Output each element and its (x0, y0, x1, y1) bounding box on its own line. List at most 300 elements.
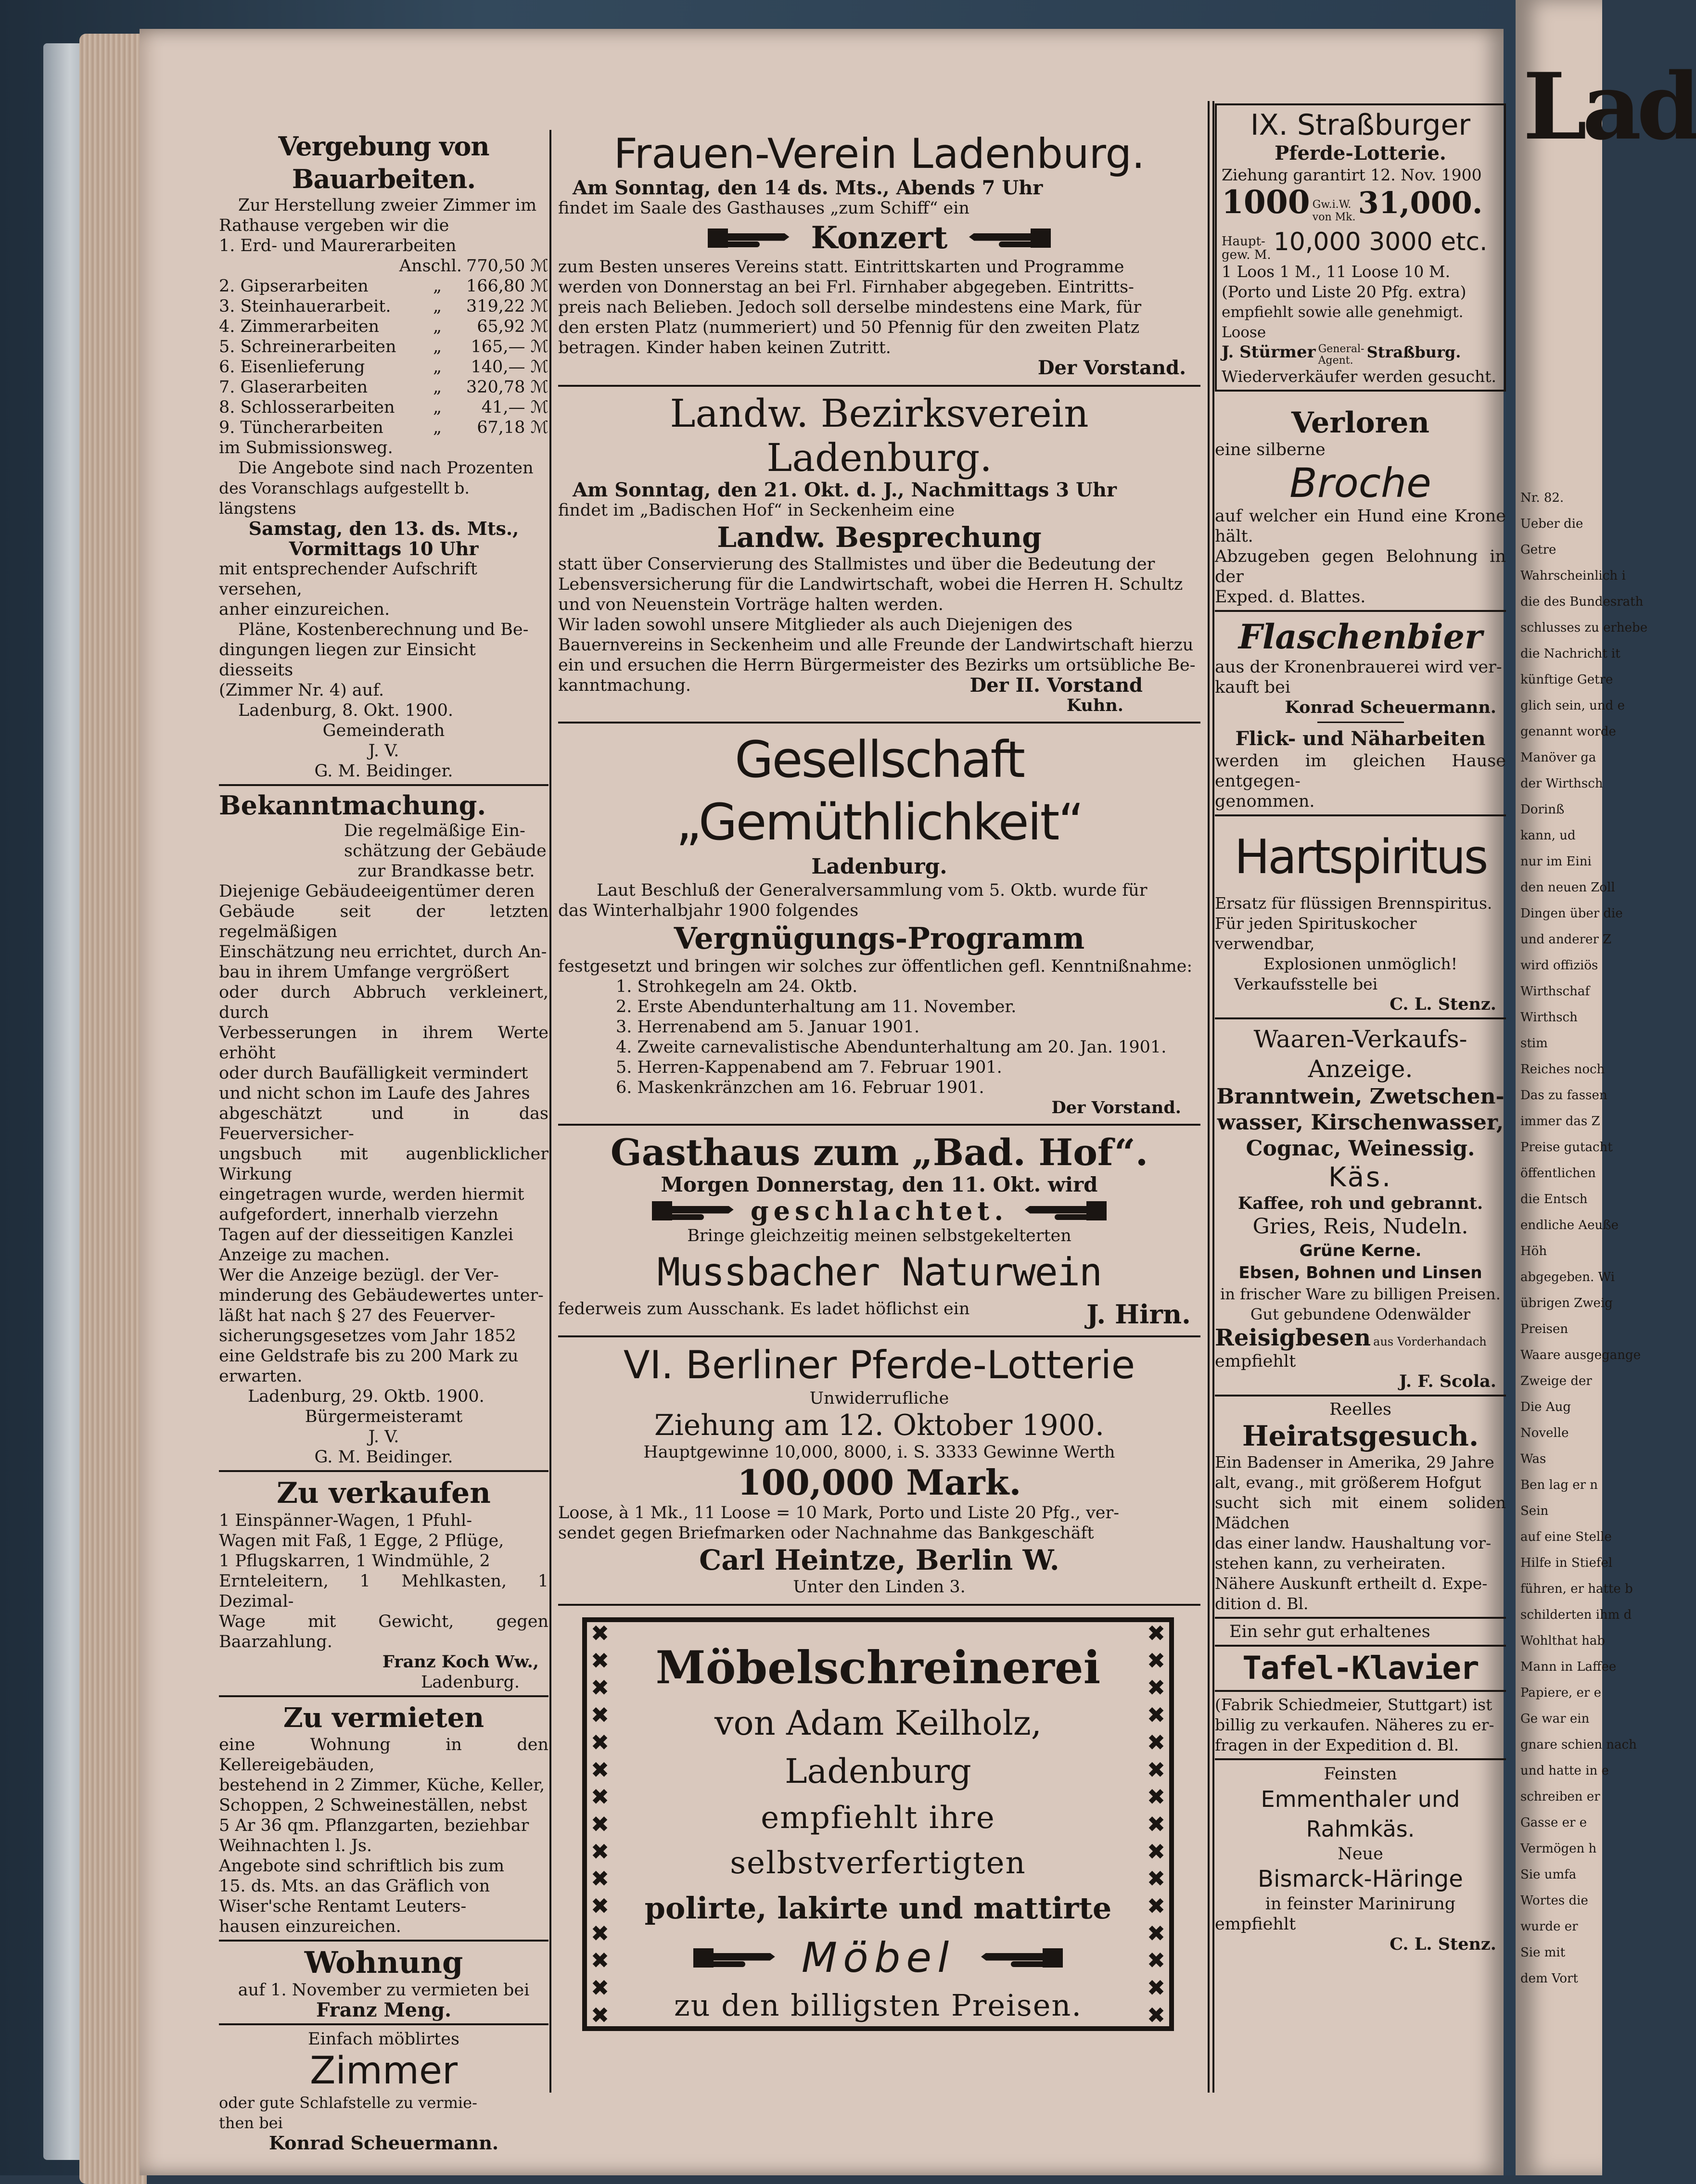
work-item (219, 317, 548, 337)
text-line: 5 Ar 36 qm. Pflanzgarten, beziehbar (219, 1816, 529, 1835)
cross-icon: ✖ (590, 1838, 610, 1865)
text-line: betragen. Kinder haben keinen Zutritt. (558, 338, 891, 357)
product-origin: aus Vorderhandach (1373, 1335, 1487, 1348)
ad-title: Flaschenbier (1238, 617, 1482, 657)
next-page-line: immer das Z (1520, 1114, 1600, 1129)
column-rule (1212, 101, 1214, 2093)
next-page-line: endliche Aeuße (1520, 1218, 1619, 1232)
ad-title: Zimmer (309, 2049, 458, 2093)
estimate-label: Anschl. (399, 256, 462, 276)
text-line: Laut Beschluß der Generalversammlung vom 5. Oktb. wurde für (597, 881, 1148, 900)
ad-landw-bezirksverein (558, 387, 1200, 724)
dateline: Ladenburg, 8. Okt. 1900. (238, 701, 454, 720)
next-page-line: Sie umfa (1520, 1867, 1577, 1882)
work-amount: 319,22 ℳ (466, 297, 548, 316)
ad-zu-vermieten (219, 1697, 548, 1942)
pre-title: Feinsten (1324, 1765, 1397, 1784)
ad-hartspiritus (1215, 816, 1506, 1019)
seller-address: Unter den Linden 3. (793, 1577, 966, 1597)
text-line: hausen einzureichen. (219, 1917, 401, 1936)
text-line: auf 1. November zu vermieten bei (238, 1981, 530, 2000)
cross-icon: ✖ (590, 2002, 610, 2028)
text-line: preis nach Belieben. Jedoch soll derselbe mindestens eine Mark, für (558, 298, 1142, 317)
text-line: bau in ihrem Umfange vergrößert (219, 963, 509, 982)
cross-icon: ✖ (1147, 1729, 1166, 1755)
text-line: 1 Pflugskarren, 1 Windmühle, 2 (219, 1551, 490, 1571)
next-page-line: schilderten ihm d (1520, 1608, 1632, 1622)
cross-icon: ✖ (1147, 1784, 1166, 1810)
text-line: Hauptgewinne 10,000, 8000, i. S. 3333 Gewinne Werth (643, 1443, 1115, 1462)
text-line: Verbesserungen in ihrem Werte erhöht (219, 1023, 548, 1063)
ad-title: Waaren-Verkaufs-Anzeige. (1253, 1025, 1467, 1083)
next-page-line: Wirthsch (1520, 1010, 1578, 1025)
signature: Der Vorstand. (1051, 1098, 1181, 1117)
ornamental-frame (582, 1617, 1174, 2031)
next-page-line: schlusses zu erhebe (1520, 621, 1648, 635)
cross-icon: ✖ (1147, 1838, 1166, 1865)
prize-line (1222, 228, 1499, 262)
prize-values: 10,000 3000 etc. (1273, 228, 1488, 256)
closing-line (558, 675, 1200, 696)
ad-title: Verloren (1291, 406, 1430, 440)
furniture-label: Möbel (801, 1933, 955, 1982)
text-line: minderung des Gebäudewertes unter- (219, 1286, 544, 1305)
next-page-line: Sein (1520, 1504, 1549, 1518)
next-page-line: gnare schien nach (1520, 1738, 1637, 1752)
text-line: empfiehlt (1215, 1915, 1296, 1934)
text-line: Rathause vergeben wir die (219, 216, 449, 235)
authority: Bürgermeisteramt (305, 1407, 463, 1426)
ad-feinsten-kaese (1215, 1760, 1506, 1955)
text-line: zu den billigsten Preisen. (674, 1988, 1083, 2023)
text-line: sendet gegen Briefmarken oder Nachnahme das Bankgeschäft (558, 1524, 1094, 1543)
next-page-line: Papiere, er e (1520, 1686, 1601, 1700)
next-page-line: und anderer Z (1520, 932, 1612, 947)
text-line: Ziehung garantirt 12. Nov. 1900 (1222, 165, 1482, 184)
work-label: 3. Steinhauerarbeit. (219, 297, 391, 316)
next-page-line: schreiben er (1520, 1790, 1600, 1804)
ad-title: Gesellschaft „Gemüthlichkeit“ (676, 730, 1083, 851)
work-amount-line (219, 256, 548, 276)
product-line: Gries, Reis, Nudeln. (1252, 1214, 1468, 1239)
text-line: mit entsprechender Aufschrift versehen, (219, 559, 477, 599)
column-left (219, 130, 548, 2153)
next-page-line: Zweige der (1520, 1374, 1592, 1388)
item-name: Broche (1289, 459, 1431, 507)
work-amount-wrap (433, 397, 548, 418)
text-line: das einer landw. Haushaltung vor- (1215, 1534, 1492, 1552)
ad-title: Bekanntmachung. (219, 790, 486, 821)
product-line: Cognac, Weinessig. (1246, 1136, 1475, 1161)
ad-gasthaus-bad-hof (558, 1126, 1200, 1337)
cross-icon: ✖ (1147, 1920, 1166, 1946)
pre-title: Reelles (1329, 1400, 1391, 1419)
text-line: Weihnachten l. Js. (219, 1836, 372, 1855)
ad-waaren-verkaufs-anzeige (1215, 1019, 1506, 1397)
ad-title: Hartspiritus (1234, 830, 1487, 885)
signature: Franz Koch Ww., (382, 1652, 539, 1672)
next-page-line: Höh (1520, 1244, 1547, 1258)
text-line: Wer die Anzeige bezügl. der Ver- (219, 1266, 499, 1285)
signature: Der II. Vorstand (969, 674, 1143, 697)
product-line: Ebsen, Bohnen und Linsen (1238, 1263, 1482, 1282)
authority: J. V. (368, 741, 399, 761)
work-amount: 65,92 ℳ (477, 317, 548, 336)
next-page-line: Dingen über die (1520, 906, 1623, 921)
ad-gesellschaft-gemuethlichkeit (558, 724, 1200, 1126)
text-line: (Fabrik Schiedmeier, Stuttgart) ist (1215, 1695, 1492, 1714)
cross-icon: ✖ (1147, 2002, 1166, 2028)
pointing-hand-icon (693, 1946, 775, 1970)
product-line: Käs. (1328, 1162, 1393, 1193)
work-item (219, 236, 548, 256)
ditto-mark: „ (433, 297, 442, 316)
slaughter-label: geschlachtet. (750, 1195, 1008, 1226)
text-line: then bei (219, 2114, 283, 2132)
sub-title: Flick- und Näharbeiten (1235, 727, 1486, 750)
next-page-line: Waare ausgegange (1520, 1348, 1641, 1362)
next-page-line: auf eine Stelle (1520, 1530, 1612, 1544)
ad-title: Landw. Bezirksverein Ladenburg. (670, 391, 1089, 480)
prize-count: 1000 (1222, 183, 1310, 221)
seller-name: Carl Heintze, Berlin W. (699, 1544, 1059, 1576)
pointing-hand-icon (981, 1946, 1063, 1970)
next-page-line: kann, ud (1520, 828, 1576, 843)
work-item (219, 357, 548, 377)
ditto-mark: „ (433, 378, 442, 397)
signature: Der Vorstand. (1037, 356, 1186, 379)
work-label: 9. Tüncherarbeiten (219, 418, 383, 437)
text-line: empfiehlt sowie alle genehmigt. Loose (1222, 303, 1464, 341)
work-list (219, 236, 548, 438)
text-line: auf welcher ein Hund eine Krone hält. (1215, 507, 1506, 546)
work-label: 4. Zimmerarbeiten (219, 317, 380, 336)
text-line: und nicht schon im Laufe des Jahres (219, 1084, 530, 1103)
text-line: Zur Herstellung zweier Zimmer im (238, 196, 537, 215)
cross-icon: ✖ (590, 1947, 610, 1974)
text-line: ein und ersuchen die Herrn Bürgermeister des Bezirks um ortsübliche Be- (558, 656, 1196, 675)
work-label: 2. Gipserarbeiten (219, 277, 369, 296)
cross-border (589, 1622, 611, 2026)
work-amount: 140,— ℳ (471, 357, 548, 377)
next-page-line: genannt worde (1520, 724, 1616, 739)
ad-title: Zu verkaufen (277, 1476, 491, 1510)
text-line: Wagen mit Faß, 1 Egge, 2 Pflüge, (219, 1531, 504, 1550)
text-line: oder durch Baufälligkeit vermindert (219, 1064, 528, 1083)
text-line: eingetragen wurde, werden hiermit (219, 1185, 524, 1204)
work-amount-wrap (433, 377, 548, 397)
moebel-heading (621, 1931, 1135, 1984)
product-line: Kaffee, roh und gebrannt. (1237, 1194, 1483, 1213)
next-page-line: Mann in Laffee (1520, 1660, 1617, 1674)
next-page-line: Sie mit (1520, 1945, 1566, 1960)
text-line: stehen kann, zu verheiraten. (1215, 1554, 1446, 1573)
text-line: Nähere Auskunft ertheilt d. Expe- (1215, 1574, 1488, 1593)
divider (1317, 722, 1404, 723)
work-amount: 320,78 ℳ (466, 378, 548, 397)
program-list (558, 977, 1200, 1098)
agent-title-top: General- (1318, 343, 1364, 355)
ad-bekanntmachung (219, 786, 548, 1472)
next-page-line: wird offiziös (1520, 958, 1598, 973)
text-line: Explosionen unmöglich! (1263, 954, 1458, 973)
work-amount: 41,— ℳ (481, 398, 548, 417)
next-page-line: Dorinß (1520, 802, 1565, 817)
prize-note-top: Haupt- (1222, 234, 1265, 249)
text-line: dingungen liegen zur Einsicht diesseits (219, 640, 476, 680)
text-line: Bauernvereins in Seckenheim und alle Freunde der Landwirtschaft hierzu (558, 635, 1194, 655)
slaughter-heading (558, 1195, 1200, 1226)
signature: Konrad Scheuermann. (268, 2132, 499, 2154)
authority: Gemeinderath (322, 721, 445, 740)
work-label: 7. Glaserarbeiten (219, 378, 368, 397)
text-line: empfiehlt ihre selbstverfertigten (730, 1800, 1026, 1881)
pointing-hand-icon (652, 1199, 734, 1223)
cross-icon: ✖ (1147, 1975, 1166, 2001)
next-page-line: Manöver ga (1520, 750, 1596, 765)
column-rule (549, 130, 551, 2093)
text-line: eine Geldstrafe bis zu 200 Mark zu (219, 1346, 519, 1366)
subject-line: Die regelmäßige Ein- (344, 821, 525, 840)
cross-icon: ✖ (1147, 1866, 1166, 1892)
ad-moebelschreinerei (558, 1613, 1200, 2045)
next-page-line: und hatte in e (1520, 1764, 1609, 1778)
text-line: sucht sich mit einem soliden Mädchen (1215, 1493, 1506, 1532)
text-line: Pläne, Kostenberechnung und Be- (238, 620, 529, 639)
signature: Franz Meng. (316, 1999, 452, 2021)
cross-icon: ✖ (590, 1784, 610, 1810)
event-date: Morgen Donnerstag, den 11. Okt. wird (661, 1173, 1098, 1196)
text-line: und von Neuenstein Vorträge halten werden. (558, 595, 944, 614)
product-line: wasser, Kirschenwasser, (1217, 1110, 1504, 1135)
cross-icon: ✖ (590, 1893, 610, 1919)
product-line: Branntwein, Zwetschen- (1216, 1084, 1505, 1109)
cross-icon: ✖ (590, 1866, 610, 1892)
next-page-line: Nr. 82. (1520, 491, 1564, 505)
cross-icon: ✖ (1147, 1947, 1166, 1974)
work-amount: 67,18 ℳ (477, 418, 548, 437)
text-line: läßt hat nach § 27 des Feuerver- (219, 1306, 496, 1325)
text-line: Gut gebundene Odenwälder (1250, 1305, 1471, 1323)
next-page-line: die Entsch (1520, 1192, 1588, 1206)
ad-flaschenbier (1215, 612, 1506, 816)
product-line (1215, 1324, 1506, 1351)
next-page-line: stim (1520, 1036, 1548, 1051)
dateline: Ladenburg, 29. Oktb. 1900. (248, 1387, 485, 1406)
next-page-line: öffentlichen (1520, 1166, 1596, 1181)
ad-title: IX. Straßburger (1250, 108, 1471, 142)
text-line: Gebäude seit der letzten regelmäßigen (219, 902, 548, 941)
text-line: ungsbuch mit augenblicklicher Wirkung (219, 1144, 548, 1184)
program-item: 1. Strohkegeln am 24. Oktb. (616, 977, 858, 996)
cross-icon: ✖ (590, 1811, 610, 1837)
next-page-line: Vermögen h (1520, 1841, 1597, 1856)
subject-line: schätzung der Gebäude (344, 841, 547, 861)
pre-title: Neue (1338, 1844, 1383, 1864)
text-line: dition d. Bl. (1215, 1594, 1309, 1613)
work-amount-wrap (433, 276, 548, 296)
place: Ladenburg. (811, 854, 947, 879)
text-line: eine silberne (1215, 440, 1326, 459)
ad-frauen-verein (558, 130, 1200, 387)
work-label: 6. Eisenlieferung (219, 357, 365, 377)
text-line: Unwiderrufliche (809, 1389, 949, 1408)
work-item (219, 296, 548, 317)
text-line: Ein Badenser in Amerika, 29 Jahre (1215, 1453, 1494, 1472)
text-line: Verkaufsstelle bei (1234, 975, 1378, 993)
text-line: Tagen auf der diesseitigen Kanzlei (219, 1225, 514, 1244)
work-label: 8. Schlosserarbeiten (219, 398, 395, 417)
text-line: erwarten. (219, 1367, 303, 1386)
next-page-edge (1516, 0, 1696, 2175)
next-page-line: den neuen Zoll (1520, 880, 1615, 895)
product-name: Reisigbesen (1215, 1324, 1371, 1351)
product-line: Bismarck-Häringe (1258, 1866, 1463, 1892)
cross-icon: ✖ (590, 1975, 610, 2001)
signature: J. F. Scola. (1399, 1371, 1496, 1391)
concert-label: Konzert (811, 219, 948, 256)
work-item (219, 377, 548, 397)
next-page-line: Die Aug (1520, 1400, 1571, 1414)
concert-heading (558, 218, 1200, 257)
next-page-masthead: Lad (1523, 53, 1696, 160)
pre-title: Einfach möblirtes (308, 2030, 459, 2049)
ad-title: Wohnung (304, 1945, 463, 1980)
work-label: 1. Erd- und Maurerarbeiten (219, 236, 457, 255)
ad-title: VI. Berliner Pferde-Lotterie (623, 1343, 1135, 1387)
text-line: kauft bei (1215, 678, 1291, 697)
program-item: 2. Erste Abendunterhaltung am 11. November. (616, 997, 1017, 1016)
signature: G. M. Beidinger. (314, 1448, 453, 1467)
ad-tafel-klavier (1215, 1619, 1506, 1760)
program-title: Vergnügungs-Programm (674, 921, 1085, 956)
next-page-line: Ben lag er n (1520, 1478, 1598, 1492)
ditto-mark: „ (433, 317, 442, 336)
agent-city: Straßburg. (1366, 343, 1461, 361)
draw-date: Ziehung am 12. Oktober 1900. (654, 1409, 1105, 1442)
notice-body (219, 881, 548, 1386)
deadline-time: Vormittags 10 Uhr (289, 538, 479, 559)
text-line: (Zimmer Nr. 4) auf. (219, 681, 384, 700)
text-line: Bringe gleichzeitig meinen selbstgekelterten (687, 1226, 1071, 1245)
ad-body (219, 1511, 548, 1652)
subject-line: zur Brandkasse betr. (357, 862, 535, 881)
ad-body (219, 1735, 548, 1937)
ad-wohnung (219, 1942, 548, 2025)
text-line: 1 Einspänner-Wagen, 1 Pfuhl- (219, 1511, 472, 1530)
next-page-line: die Nachricht it (1520, 647, 1620, 661)
ditto-mark: „ (433, 357, 442, 377)
text-line: fragen in der Expedition d. Bl. (1215, 1736, 1459, 1754)
text-line: statt über Conservierung des Stallmistes und über die Bedeutung der (558, 555, 1155, 574)
text-line: findet im Saale des Gasthauses „zum Schiff“ ein (558, 199, 969, 218)
next-page-line: Preisen (1520, 1322, 1568, 1336)
text-line: in frischer Ware zu billigen Preisen. (1220, 1285, 1501, 1303)
ad-verloren (1215, 392, 1506, 612)
next-page-line: dem Vort (1520, 1971, 1578, 1986)
wine-name: Mussbacher Naturwein (657, 1250, 1102, 1295)
ad-zimmer (219, 2025, 548, 2153)
prize-line (1222, 185, 1499, 228)
text-line: Für jeden Spirituskocher verwendbar, (1215, 914, 1417, 953)
deadline: Samstag, den 13. ds. Mts., (248, 518, 519, 539)
agent-name: J. Stürmer (1222, 342, 1316, 362)
cross-icon: ✖ (590, 1756, 610, 1783)
text-line: polirte, lakirte und mattirte (644, 1891, 1112, 1926)
pointing-hand-icon (1025, 1199, 1107, 1223)
work-amount: 165,— ℳ (471, 337, 548, 356)
frame-content (621, 1637, 1135, 2027)
signature: J. Hirn. (1086, 1299, 1191, 1330)
text-line: oder durch Abbruch verkleinert, durch (219, 983, 548, 1022)
text-line: federweis zum Ausschank. Es ladet höflichst ein (558, 1299, 970, 1319)
ditto-mark: „ (433, 398, 442, 417)
text-line: werden von Donnerstag an bei Frl. Firnhaber abgegeben. Eintritts- (558, 278, 1134, 297)
ditto-mark: „ (433, 277, 442, 296)
work-amount-wrap (433, 317, 548, 337)
work-item (219, 418, 548, 438)
agent-title (1318, 343, 1364, 367)
pointing-hand-icon (969, 226, 1051, 250)
next-page-line: Das zu fassen (1520, 1088, 1607, 1103)
signature: C. L. Stenz. (1390, 994, 1496, 1014)
text-line: Anzeige zu machen. (219, 1245, 390, 1265)
ad-body (1215, 1452, 1506, 1614)
next-page-line: der Wirthsch (1520, 776, 1603, 791)
next-page-line: Wortes die (1520, 1893, 1588, 1908)
text-line: Wiederverkäufer werden gesucht. (1222, 367, 1497, 386)
event-date: Am Sonntag, den 14 ds. Mts., Abends 7 Uhr (573, 177, 1043, 199)
column-right (1215, 103, 1506, 1955)
text-line: in feinster Marinirung (1265, 1894, 1456, 1914)
work-item (219, 397, 548, 418)
program-item: 4. Zweite carnevalistische Abendunterhaltung am 20. Jan. 1901. (616, 1038, 1167, 1057)
text-line: aus der Kronenbrauerei wird ver- (1215, 658, 1502, 677)
agent-title-bottom: Agent. (1318, 355, 1353, 367)
text-line: Angebote sind schriftlich bis zum (219, 1856, 505, 1876)
ad-heiratsgesuch (1215, 1397, 1506, 1619)
ditto-mark: „ (433, 418, 442, 437)
next-page-line: künftige Getre (1520, 673, 1613, 687)
ad-title: Gasthaus zum „Bad. Hof“. (610, 1131, 1148, 1174)
next-page-line: Getre (1520, 543, 1556, 557)
next-page-line: wurde er (1520, 1919, 1578, 1934)
work-label: 5. Schreinerarbeiten (219, 337, 396, 356)
text-line: aufgefordert, innerhalb vierzehn (219, 1205, 498, 1224)
text-line: eine Wohnung in den Kellereigebäuden, (219, 1735, 548, 1775)
next-page-line: Ueber die (1520, 517, 1583, 531)
next-page-line: Reiches noch (1520, 1062, 1605, 1077)
program-item: 3. Herrenabend am 5. Januar 1901. (616, 1017, 920, 1037)
cross-icon: ✖ (1147, 1675, 1166, 1701)
text-line: (Porto und Liste 20 Pfg. extra) (1222, 282, 1466, 301)
ad-title: Vergebung von Bauarbeiten. (278, 131, 489, 194)
prize-amount: 100,000 Mark. (737, 1462, 1021, 1503)
signature: G. M. Beidinger. (314, 762, 453, 781)
ad-bauarbeiten (219, 130, 548, 786)
work-amount-wrap (433, 296, 548, 317)
prize-note-bottom: gew. M. (1222, 247, 1271, 262)
work-item (219, 337, 548, 357)
authority: J. V. (368, 1427, 399, 1447)
work-amount-wrap (433, 418, 548, 438)
prize-note (1313, 199, 1356, 224)
prize-note-top: Gw.i.W. (1312, 198, 1352, 211)
page-stack-edges (79, 34, 147, 2184)
work-amount: 770,50 ℳ (466, 256, 548, 276)
maker-line: von Adam Keilholz, Ladenburg (714, 1703, 1042, 1791)
ad-title: Heiratsgesuch. (1242, 1420, 1479, 1452)
